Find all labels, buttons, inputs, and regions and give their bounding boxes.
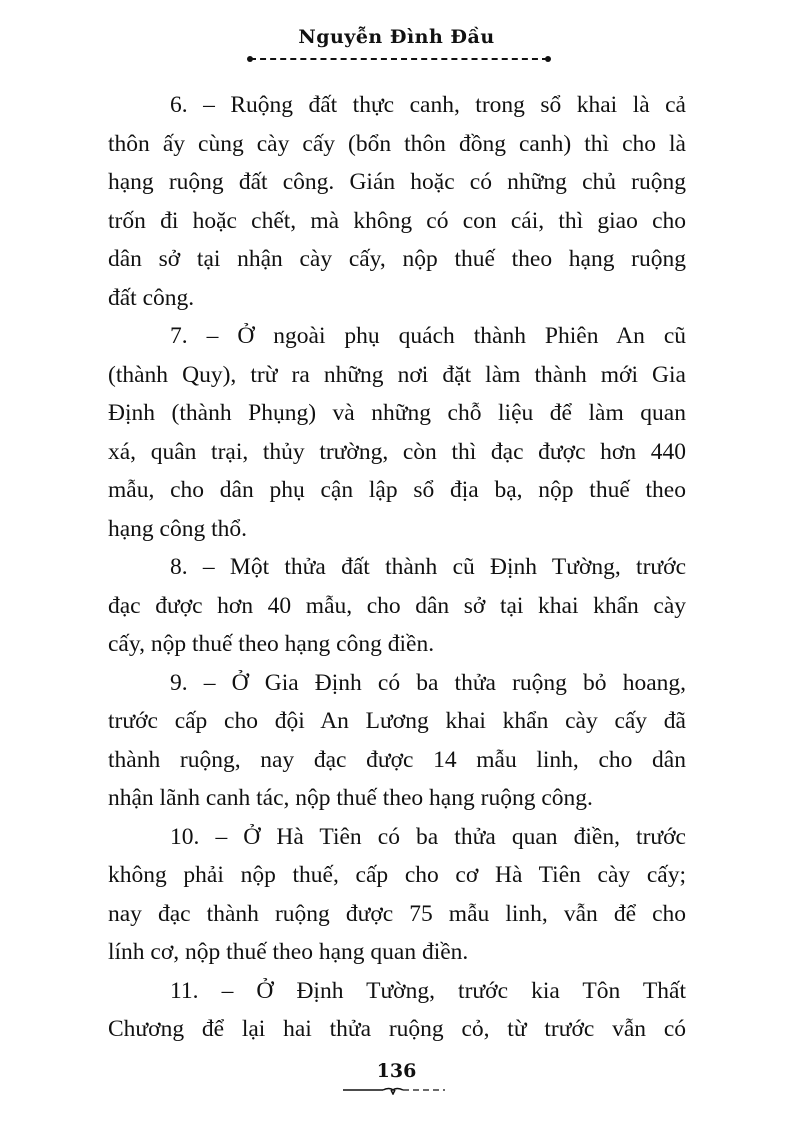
text-line: dân sở tại nhận cày cấy, nộp thuế theo hạng ruộng bbox=[108, 246, 686, 272]
running-header: Nguyễn Đình Đầu bbox=[298, 26, 495, 48]
page-body bbox=[108, 86, 686, 1049]
text-line: 8. – Một thửa đất thành cũ Định Tường, trước bbox=[170, 554, 686, 580]
text-line: nay đạc thành ruộng được 75 mẫu linh, vẫn để cho bbox=[108, 900, 686, 927]
header-divider bbox=[250, 58, 548, 60]
text-line: thành ruộng, nay đạc được 14 mẫu linh, cho dân bbox=[108, 746, 686, 773]
text-line: trốn đi hoặc chết, mà không có con cái, thì giao cho bbox=[108, 207, 686, 234]
text-line: xá, quân trại, thủy trường, còn thì đạc được hơn 440 bbox=[108, 438, 686, 465]
paragraph bbox=[108, 317, 686, 548]
text-line: đất công. bbox=[108, 284, 195, 311]
text-line: Chương để lại hai thửa ruộng cỏ, từ trước vẫn có bbox=[108, 1016, 686, 1042]
text-line: đạc được hơn 40 mẫu, cho dân sở tại khai khẩn cày bbox=[108, 592, 686, 619]
text-line: (thành Quy), trừ ra những nơi đặt làm thành mới Gia bbox=[108, 361, 686, 388]
page-number: 136 bbox=[376, 1060, 417, 1082]
text-line: 9. – Ở Gia Định có ba thửa ruộng bỏ hoang, bbox=[170, 669, 686, 696]
paragraph bbox=[108, 548, 686, 664]
text-line: trước cấp cho đội An Lương khai khẩn cày cấy đã bbox=[108, 708, 686, 734]
text-line: 7. – Ở ngoài phụ quách thành Phiên An cũ bbox=[170, 323, 686, 349]
text-line: 6. – Ruộng đất thực canh, trong sổ khai là cả bbox=[170, 92, 686, 118]
paragraph bbox=[108, 664, 686, 818]
text-line: Định (thành Phụng) và những chỗ liệu để làm quan bbox=[108, 400, 686, 426]
text-line: thôn ấy cùng cày cấy (bổn thôn đồng canh) thì cho là bbox=[108, 130, 686, 157]
paragraph bbox=[108, 818, 686, 972]
text-line: cấy, nộp thuế theo hạng công điền. bbox=[108, 631, 435, 657]
text-line: không phải nộp thuế, cấp cho cơ Hà Tiên cày cấy; bbox=[108, 862, 686, 888]
text-line: 10. – Ở Hà Tiên có ba thửa quan điền, trước bbox=[170, 823, 686, 850]
text-line: hạng ruộng đất công. Gián hoặc có những chủ ruộng bbox=[108, 169, 686, 195]
text-line: lính cơ, nộp thuế theo hạng quan điền. bbox=[108, 939, 469, 965]
text-line: 11. – Ở Định Tường, trước kia Tôn Thất bbox=[170, 977, 686, 1004]
paragraph bbox=[108, 86, 686, 317]
footer-ornament bbox=[343, 1087, 445, 1095]
paragraph bbox=[108, 972, 686, 1049]
text-line: mẫu, cho dân phụ cận lập sổ địa bạ, nộp thuế theo bbox=[108, 477, 686, 503]
text-line: nhận lãnh canh tác, nộp thuế theo hạng ruộng công. bbox=[108, 785, 593, 811]
text-line: hạng công thổ. bbox=[108, 515, 248, 542]
